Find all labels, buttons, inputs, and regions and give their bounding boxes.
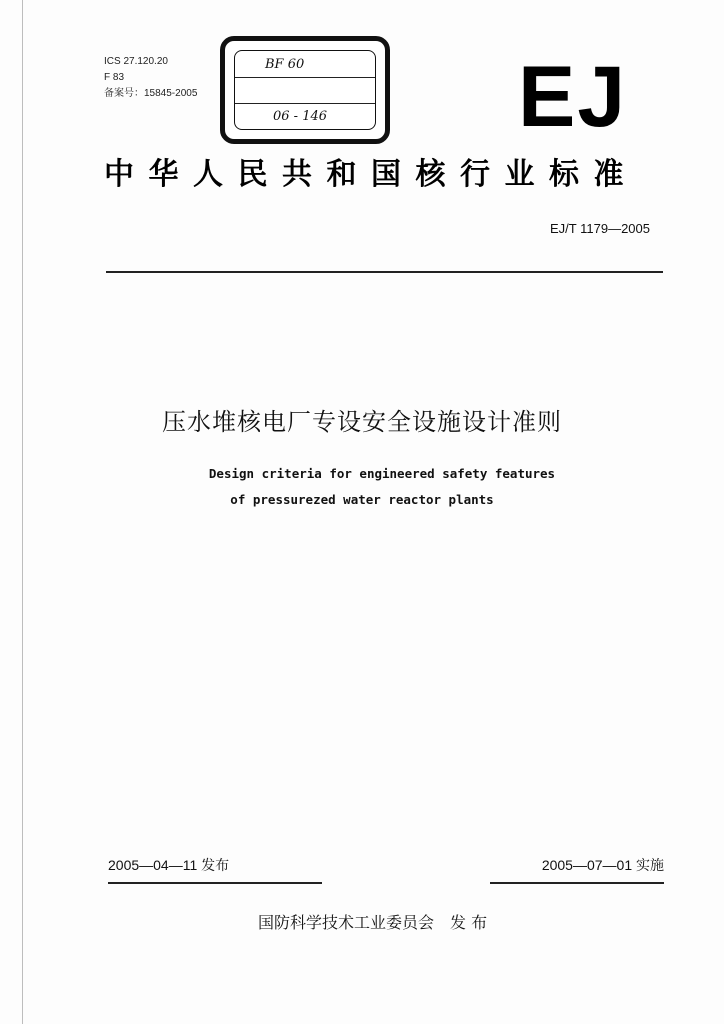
publisher-action: 发 布 [450,913,488,932]
header-divider [106,271,663,273]
ics-code: ICS 27.120.20 [104,56,168,67]
scan-edge-line [22,0,23,1024]
document-title-en-line2: of pressurezed water reactor plants [230,492,494,507]
ej-logo: EJ [518,49,628,145]
stamp-inner-frame [234,50,376,130]
publisher-line [258,910,487,933]
issue-date-underline [108,882,322,884]
standard-number: EJ/T 1179—2005 [550,221,650,236]
issue-date: 2005—04—11 发布 [108,857,230,873]
document-title-cn: 压水堆核电厂专设安全设施设计准则 [162,408,562,436]
class-code: F 83 [104,72,125,83]
library-stamp [220,36,390,144]
document-title-en-line1: Design criteria for engineered safety features [208,466,556,481]
classification-block [104,54,197,102]
effective-date-underline [490,882,664,884]
publisher-name: 国防科学技术工业委员会 [258,913,435,932]
effective-date: 2005—07—01 实施 [541,857,664,873]
stamp-divider [235,77,375,78]
filing-number: 备案号：15845-2005 [104,88,198,99]
stamp-handwriting-3: 06 - 146 [273,109,328,124]
standard-type-heading: 中华人民共和国核行业标准 [104,157,638,192]
stamp-divider [235,103,375,104]
stamp-handwriting-1: BF 60 [265,57,305,72]
